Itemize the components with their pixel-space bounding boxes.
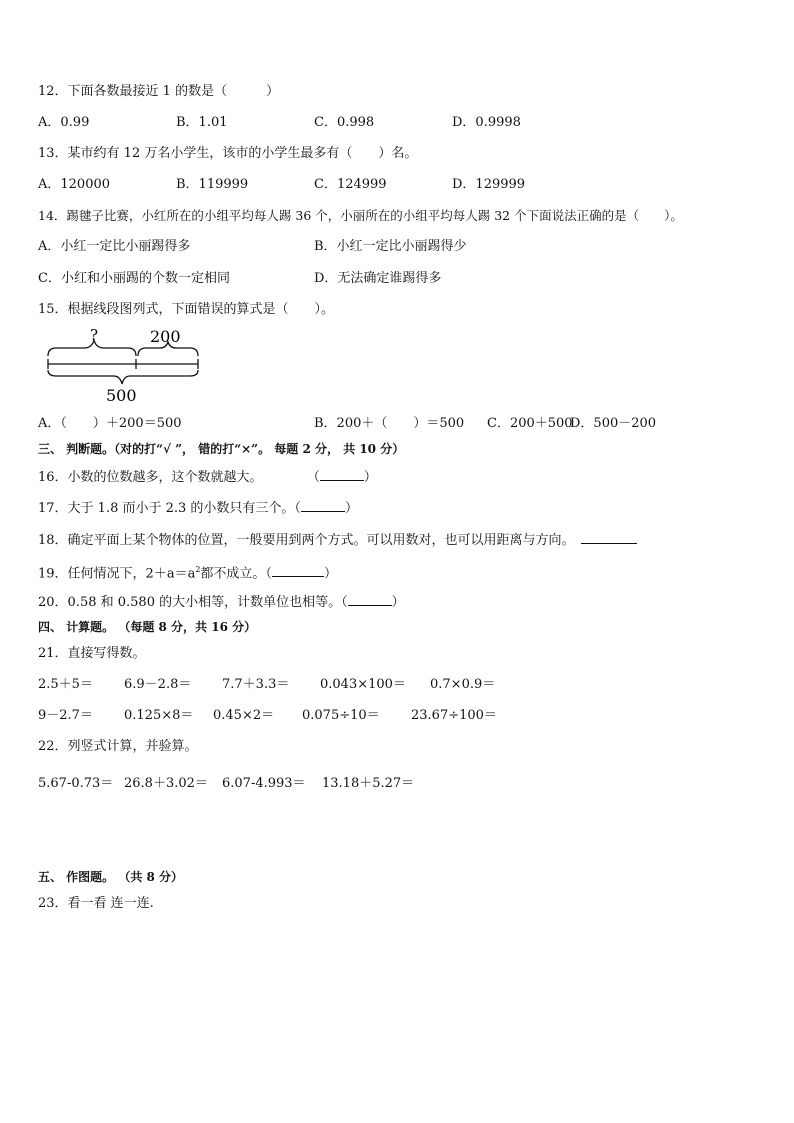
label-500: 500 xyxy=(106,386,137,405)
q22-item-4: 13.18＋5.27＝ xyxy=(322,776,415,791)
q13-option-c: C．124999 xyxy=(314,177,387,192)
label-unknown: ? xyxy=(90,326,99,344)
q22-item-1: 5.67-0.73＝ xyxy=(38,776,114,791)
q19-answer-close: ） xyxy=(323,566,337,582)
q18 xyxy=(38,531,637,549)
brace-total xyxy=(48,370,198,384)
q21-r2-item-2: 0.125×8＝ xyxy=(124,708,194,723)
q16-answer-close: ） xyxy=(363,470,377,485)
q16-text: 16．小数的位数越多，这个数就越大。 xyxy=(38,470,263,485)
q12-option-d: D．0.9998 xyxy=(452,115,521,130)
q15-option-c: C．200＋500 xyxy=(487,416,573,431)
q20-text: 20．0.58 和 0.580 的大小相等，计数单位也相等。 xyxy=(38,595,342,610)
line-segment-diagram xyxy=(40,326,210,406)
q13-option-a: A．120000 xyxy=(38,177,111,192)
q16-answer-open: （ xyxy=(306,470,320,485)
q23-stem: 23．看一看 连一连. xyxy=(38,896,154,911)
q12-option-b: B．1.01 xyxy=(176,115,228,130)
q19-answer-blank[interactable] xyxy=(272,564,324,577)
q21-stem: 21．直接写得数。 xyxy=(38,646,146,661)
q20 xyxy=(38,593,405,611)
q14-option-a: A．小红一定比小丽踢得多 xyxy=(38,239,191,254)
q14-option-b: B．小红一定比小丽踢得少 xyxy=(314,239,467,254)
q16-answer-blank[interactable] xyxy=(320,468,364,481)
q17-text: 17．大于 1.8 而小于 2.3 的小数只有三个。 xyxy=(38,501,295,516)
q14-option-d: D．无法确定谁踢得多 xyxy=(314,271,442,286)
q21-r1-item-3: 7.7＋3.3＝ xyxy=(222,677,290,692)
q19-superscript: 2 xyxy=(195,565,201,574)
section-3-heading: 三、 判断题。（对的打“√ ”， 错的打“×”。 每题 2 分， 共 10 分） xyxy=(38,442,405,456)
q22-item-3: 6.07-4.993＝ xyxy=(222,776,306,791)
q19-text-a: 19．任何情况下，2＋a＝a xyxy=(38,566,196,582)
q19-text-b: 都不成立。 xyxy=(200,566,266,582)
q21-r1-item-4: 0.043×100＝ xyxy=(320,677,406,692)
label-200: 200 xyxy=(150,327,181,346)
q22-item-2: 26.8＋3.02＝ xyxy=(124,776,208,791)
q20-answer-open: （ xyxy=(341,595,348,610)
section-4-heading: 四、 计算题。 （每题 8 分，共 16 分） xyxy=(38,620,257,634)
q17 xyxy=(38,499,358,517)
q20-answer-blank[interactable] xyxy=(348,593,392,606)
q21-r2-item-4: 0.075÷10＝ xyxy=(302,708,380,723)
section-5-heading: 五、 作图题。 （共 8 分） xyxy=(38,870,184,884)
q21-r2-item-5: 23.67÷100＝ xyxy=(411,708,497,723)
q16 xyxy=(38,468,377,486)
q12-option-c: C．0.998 xyxy=(314,115,375,130)
q13-stem: 13．某市约有 12 万名小学生，该市的小学生最多有（ ）名。 xyxy=(38,146,418,161)
q21-r1-item-5: 0.7×0.9＝ xyxy=(430,677,496,692)
q17-answer-blank[interactable] xyxy=(301,499,345,512)
q21-r2-item-3: 0.45×2＝ xyxy=(213,708,275,723)
q14-stem: 14．踢毽子比赛，小红所在的小组平均每人踢 36 个，小丽所在的小组平均每人踢 32 个下面说法正确的是（ ）。 xyxy=(38,208,683,223)
q13-option-d: D．129999 xyxy=(452,177,526,192)
q19-answer-open: （ xyxy=(265,566,272,582)
q20-answer-close: ） xyxy=(391,595,405,610)
q12-stem: 12．下面各数最接近 1 的数是（ ） xyxy=(38,84,280,99)
q17-answer-close: ） xyxy=(344,501,358,516)
q15-option-a: A．（ ）＋200＝500 xyxy=(38,416,182,431)
q18-answer-blank[interactable] xyxy=(581,531,637,544)
q12-option-a: A．0.99 xyxy=(38,115,90,130)
q21-r1-item-2: 6.9－2.8＝ xyxy=(124,677,192,692)
q19 xyxy=(38,562,337,582)
q15-option-d: D．500－200 xyxy=(570,416,657,431)
q21-r1-item-1: 2.5＋5＝ xyxy=(38,677,93,692)
q17-answer-open: （ xyxy=(294,501,301,516)
q21-r2-item-1: 9－2.7＝ xyxy=(38,708,93,723)
q13-option-b: B．119999 xyxy=(176,177,249,192)
q22-stem: 22．列竖式计算，并验算。 xyxy=(38,739,198,754)
q15-stem: 15．根据线段图列式，下面错误的算式是（ ）。 xyxy=(38,302,335,317)
q15-option-b: B．200＋（ ）＝500 xyxy=(314,416,465,431)
q18-text: 18．确定平面上某个物体的位置，一般要用到两个方式。可以用数对，也可以用距离与方向。 xyxy=(38,533,575,548)
q14-option-c: C．小红和小丽踢的个数一定相同 xyxy=(38,271,230,286)
